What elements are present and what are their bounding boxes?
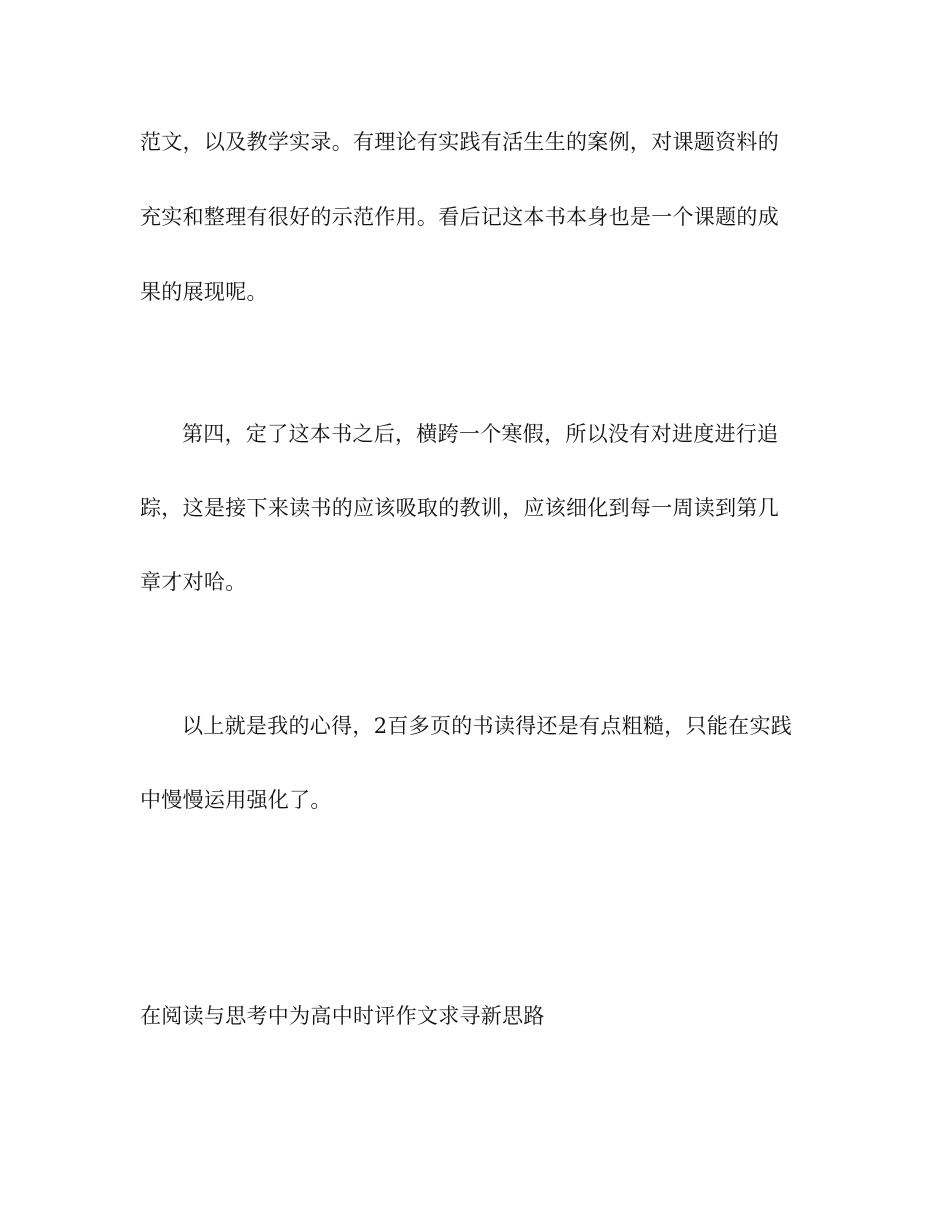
paragraph-1-line-1: 范文，以及教学实录。有理论有实践有活生生的案例，对课题资料的 [140, 130, 779, 154]
paragraph-2-line-3: 章才对哈。 [140, 570, 247, 594]
paragraph-3-line-2: 中慢慢运用强化了。 [140, 788, 332, 812]
paragraph-2-line-1: 第四，定了这本书之后，横跨一个寒假，所以没有对进度进行追 [182, 422, 779, 446]
paragraph-1-line-3: 果的展现呢。 [140, 280, 268, 304]
paragraph-2-line-2: 踪，这是接下来读书的应该吸取的教训，应该细化到每一周读到第几 [140, 496, 779, 520]
paragraph-3-line-1: 以上就是我的心得，2百多页的书读得还是有点粗糙，只能在实践 [182, 714, 793, 738]
paragraph-1-line-2: 充实和整理有很好的示范作用。看后记这本书本身也是一个课题的成 [140, 205, 779, 229]
next-section-title: 在阅读与思考中为高中时评作文求寻新思路 [140, 1004, 545, 1028]
